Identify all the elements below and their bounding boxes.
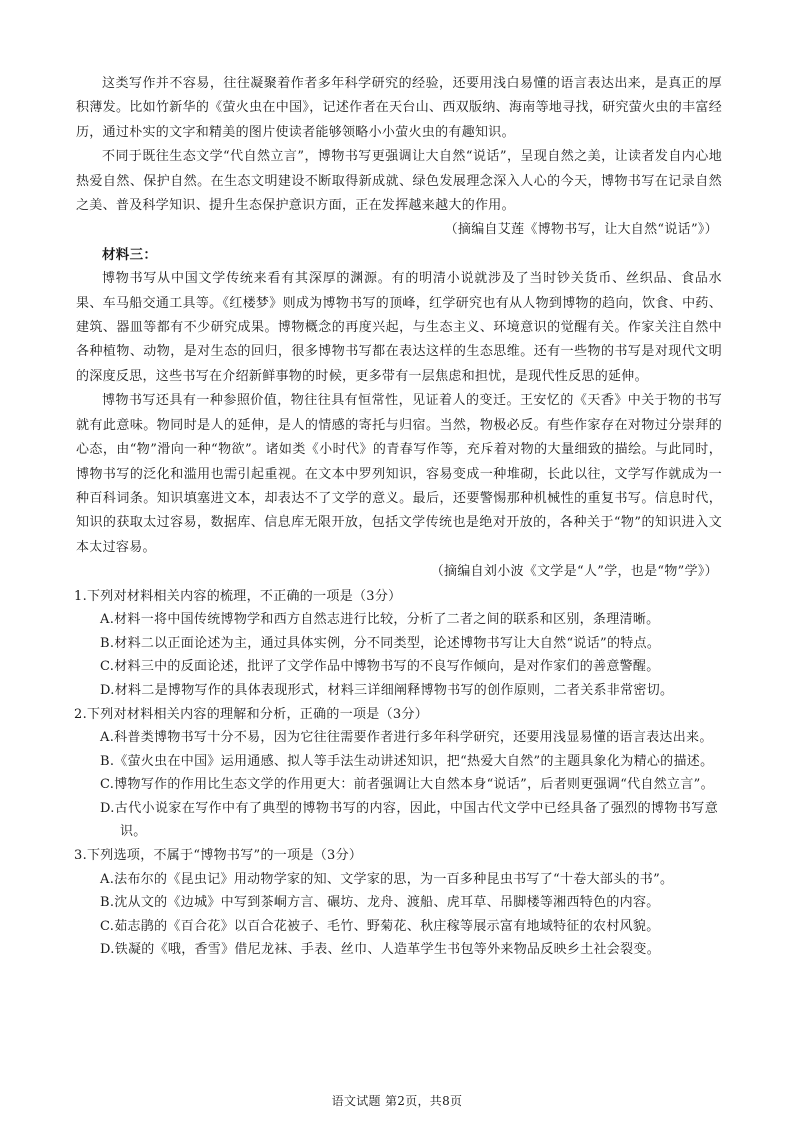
option-c: C.材料三中的反面论述，批评了文学作品中博物书写的不良写作倾向，是对作家们的善意警醒。 <box>100 659 660 675</box>
option-b: B.《萤火虫在中国》运用通感、拟人等手法生动讲述知识，把“热爱大自然”的主题具象化为精心的描述。 <box>100 753 714 769</box>
option-b: B.材料二以正面论述为主，通过具体实例，分不同类型，论述博物书写让大自然“说话”的特点。 <box>100 635 661 651</box>
question-3 <box>76 844 722 962</box>
option-d: D.材料二是博物写作的具体表现形式，材料三详细阐释博物书写的创作原则，二者关系非常密切。 <box>100 682 674 698</box>
option-a: A.法布尔的《昆虫记》用动物学家的知、文学家的思，为一百多种昆虫书写了“十卷大部头的书”。 <box>100 871 674 887</box>
material3-source: （摘编自刘小波《文学是“人”学，也是“物”学》） <box>430 564 718 580</box>
option-d: D.古代小说家在写作中有了典型的博物书写的内容，因此，中国古代文学中已经具备了强烈的博物书写意识。 <box>100 800 718 840</box>
passage-paragraph-3: 博物书写从中国文学传统来看有其深厚的渊源。有的明清小说就涉及了当时钞关货币、丝织品、食品水果、车马船交通工具等。《红楼梦》则成为博物书写的顶峰，红学研究也有从人物到博物的趋向，饮食、中药、建筑、器皿等都有不少研究成果。博物概念的再度兴起，与生态主义、环境意识的觉醒有关。作家关注自然中各种植物、动物，是对生态的回归，很多博物书写都在表达这样的生态思维。还有一些物的书写是对现代文明的深度反思，这些书写在介绍新鲜事物的时候，更多带有一层焦虑和担忧，是现代性反思的延伸。 <box>76 271 722 384</box>
option-a: A.材料一将中国传统博物学和西方自然志进行比较，分析了二者之间的联系和区别，条理清晰。 <box>100 612 660 628</box>
material3-title: 材料三： <box>102 246 158 263</box>
passage-paragraph-1: 这类写作并不容易，往往凝聚着作者多年科学研究的经验，还要用浅白易懂的语言表达出来，是真正的厚积薄发。比如竹新华的《萤火虫在中国》，记述作者在天台山、西双版纳、海南等地寻找，研究萤火虫的丰富经历，通过朴实的文字和精美的图片使读者能够领略小小萤火虫的有趣知识。 <box>76 76 722 140</box>
option-d: D.铁凝的《哦，香雪》借尼龙袜、手表、丝巾、人造革学生书包等外来物品反映乡土社会裂变。 <box>100 942 660 958</box>
page-content <box>76 72 722 962</box>
question-stem: 2.下列对材料相关内容的理解和分析，正确的一项是（3分） <box>74 706 429 722</box>
option-c: C.茹志鹃的《百合花》以百合花被子、毛竹、野菊花、秋庄稼等展示富有地域特征的农村风貌。 <box>100 918 660 934</box>
option-b: B.沈从文的《边城》中写到茶峒方言、碾坊、龙舟、渡船、虎耳草、吊脚楼等湘西特色的内容。 <box>100 895 660 911</box>
passage-paragraph-4: 博物书写还具有一种参照价值，物往往具有恒常性，见证着人的变迁。王安忆的《天香》中关于物的书写就有此意味。物同时是人的延伸，是人的情感的寄托与归宿。当然，物极必反。有些作家存在对物过分崇拜的心态，由“物”滑向一种“物欲”。诸如类《小时代》的青春写作等，充斥着对物的大量细致的描绘。与此同时，博物书写的泛化和滥用也需引起重视。在文本中罗列知识，容易变成一种堆砌，长此以往，文学写作就成为一种百科词条。知识填塞进文本，却表达不了文学的意义。最后，还要警惕那种机械性的重复书写。信息时代，知识的获取太过容易，数据库、信息库无限开放，包括文学传统也是绝对开放的，各种关于“物”的知识进入文本太过容易。 <box>76 393 722 555</box>
option-c: C.博物写作的作用比生态文学的作用更大：前者强调让大自然本身“说话”，后者则更强调“代自然立言”。 <box>100 777 714 793</box>
passage-paragraph-2: 不同于既往生态文学“代自然立言”，博物书写更强调让大自然“说话”，呈现自然之美，让读者发自内心地热爱自然、保护自然。在生态文明建设不断取得新成就、绿色发展理念深入人心的今天，博物书写在记录自然之美、普及科学知识、提升生态保护意识方面，正在发挥越来越大的作用。 <box>76 149 722 214</box>
material2-source: （摘编自艾莲《博物书写，让大自然“说话”》） <box>444 222 718 238</box>
question-stem: 3.下列选项，不属于“博物书写”的一项是（3分） <box>74 848 363 864</box>
page-footer: 语文试题 第2页，共8页 <box>331 1094 463 1108</box>
option-a: A.科普类博物书写十分不易，因为它往往需要作者进行多年科学研究，还要用浅显易懂的语言表达出来。 <box>100 730 713 746</box>
question-stem: 1.下列对材料相关内容的梳理，不正确的一项是（3分） <box>74 588 402 604</box>
question-1 <box>76 585 722 703</box>
question-2 <box>76 703 722 845</box>
